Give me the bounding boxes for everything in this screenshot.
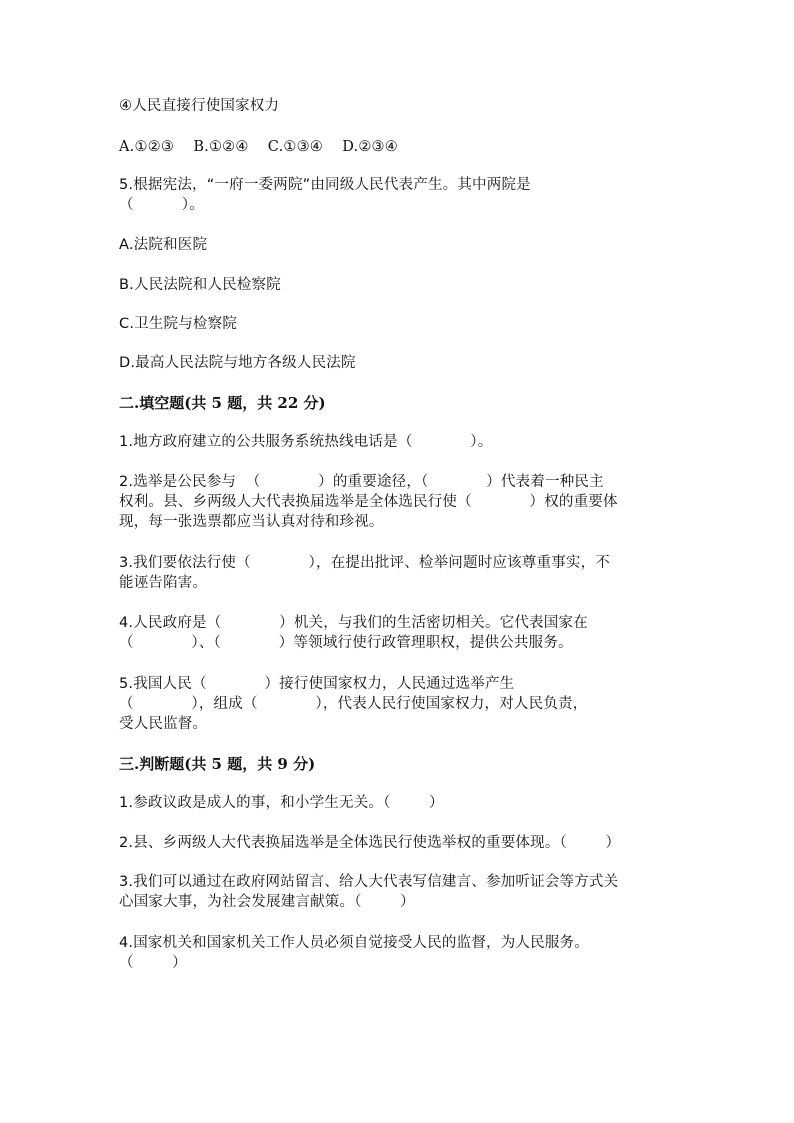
fill-q4-line1: 4.人民政府是（ ）机关，与我们的生活密切相关。它代表国家在 [119, 615, 588, 631]
judge-q2: 2.县、乡两级人大代表换届选举是全体选民行使选举权的重要体现。（ ） [119, 835, 621, 851]
q5-stem-line1: 5.根据宪法，“一府一委两院”由同级人民代表产生。其中两院是 [119, 177, 531, 193]
fill-q2-line2: 权利。县、乡两级人大代表换届选举是全体选民行使（ ）权的重要体 [119, 494, 618, 510]
judge-q3-line1: 3.我们可以通过在政府网站留言、给人大代表写信建言、参加听证会等方式关 [119, 874, 619, 890]
judge-q1: 1.参政议政是成人的事，和小学生无关。（ ） [119, 795, 444, 811]
fill-q5-line2: （ ），组成（ ），代表人民行使国家权力，对人民负责， [119, 696, 588, 712]
fill-q2-line1: 2.选举是公民参与 （ ）的重要途径，（ ）代表着一种民主 [119, 474, 604, 490]
judge-q3-line2: 心国家大事，为社会发展建言献策。（ ） [119, 894, 415, 910]
fill-q4-line2: （ ）、（ ）等领域行使行政管理职权，提供公共服务。 [119, 635, 573, 651]
q5-option-a: A.法院和医院 [119, 237, 208, 253]
q4-options: A.①②③ B.①②④ C.①③④ D.②③④ [119, 139, 398, 155]
q5-option-b: B.人民法院和人民检察院 [119, 277, 281, 293]
fill-q3-line1: 3.我们要依法行使（ ），在提出批评、检举问题时应该尊重事实，不 [119, 555, 610, 571]
q5-stem-line2: （ ）。 [119, 197, 204, 213]
judge-q4-line2: （ ） [119, 955, 187, 971]
fill-q5-line1: 5.我国人民（ ）接行使国家权力，人民通过选举产生 [119, 676, 515, 692]
fill-q2-line3: 现，每一张选票都应当认真对待和珍视。 [119, 514, 384, 530]
judge-q4-line1: 4.国家机关和国家机关工作人员必须自觉接受人民的监督，为人民服务。 [119, 935, 589, 951]
q4-item-4: ④人民直接行使国家权力 [119, 98, 280, 114]
section-judge-title: 三.判断题(共 5 题，共 9 分) [119, 755, 316, 773]
section-fill-blank-title: 二.填空题(共 5 题，共 22 分) [119, 394, 326, 412]
q5-option-d: D.最高人民法院与地方各级人民法院 [119, 355, 356, 371]
fill-q5-line3: 受人民监督。 [119, 716, 208, 732]
q5-option-c: C.卫生院与检察院 [119, 316, 238, 332]
fill-q3-line2: 能诬告陷害。 [119, 575, 208, 591]
fill-q1: 1.地方政府建立的公共服务系统热线电话是（ ）。 [119, 434, 493, 450]
